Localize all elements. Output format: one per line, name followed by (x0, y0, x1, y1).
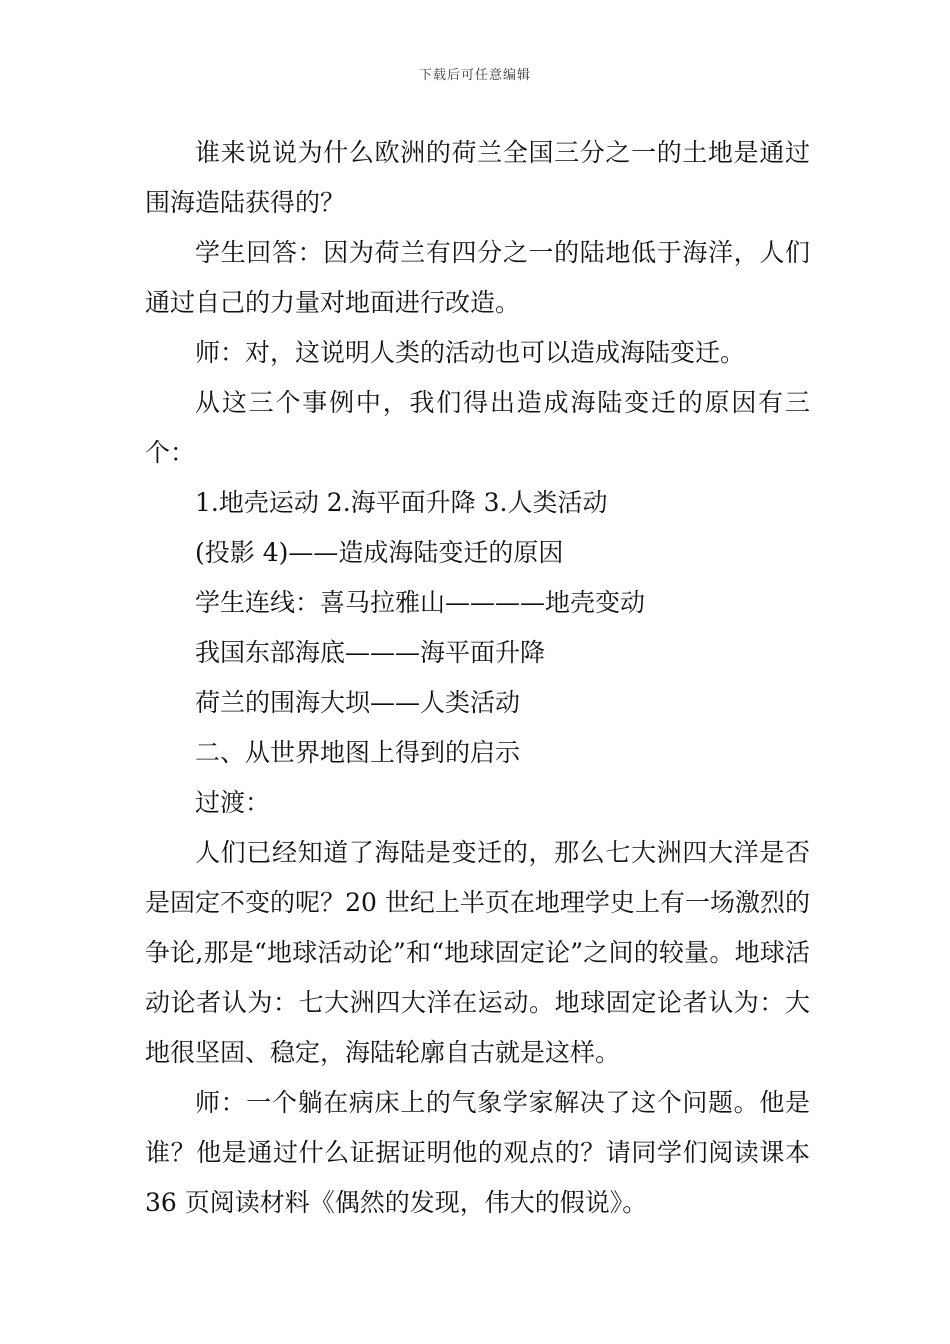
paragraph-three-causes-intro: 从这三个事例中，我们得出造成海陆变迁的原因有三个： (145, 388, 810, 467)
paragraph-matching-seabed: 我国东部海底———海平面升降 (195, 638, 546, 667)
paragraph-continental-debate: 人们已经知道了海陆是变迁的，那么七大洲四大洋是否是固定不变的呢？20 世纪上半页在地理学史上有一场激烈的争论,那是“地球活动论”和“地球固定论”之间的较量。地球活动论者认为：七大洲四大洋在运动。地球固定论者认为：大地很坚固、稳定，海陆轮廓自古就是这样。 (145, 838, 810, 1067)
paragraph-matching-himalaya: 学生连线：喜马拉雅山————地壳变动 (195, 588, 646, 617)
paragraph-teacher-remark: 师：对，这说明人类的活动也可以造成海陆变迁。 (195, 338, 746, 367)
paragraph-student-answer: 学生回答：因为荷兰有四分之一的陆地低于海洋，人们通过自己的力量对地面进行改造。 (145, 238, 810, 317)
paragraph-transition: 过渡： (195, 788, 271, 817)
paragraph-projection-4: (投影 4)——造成海陆变迁的原因 (195, 538, 564, 567)
page-header-note: 下载后可任意编辑 (418, 68, 531, 83)
paragraph-question-netherlands: 谁来说说为什么欧洲的荷兰全国三分之一的土地是通过围海造陆获得的？ (145, 138, 810, 217)
section-heading-world-map: 二、从世界地图上得到的启示 (195, 738, 521, 767)
document-body (145, 128, 810, 1228)
paragraph-matching-dam: 荷兰的围海大坝——人类活动 (195, 688, 521, 717)
paragraph-teacher-reading-task: 师：一个躺在病床上的气象学家解决了这个问题。他是谁？他是通过什么证据证明他的观点的？请同学们阅读课本 36 页阅读材料《偶然的发现，伟大的假说》。 (145, 1088, 810, 1217)
paragraph-causes-list: 1.地壳运动 2.海平面升降 3.人类活动 (195, 488, 608, 517)
